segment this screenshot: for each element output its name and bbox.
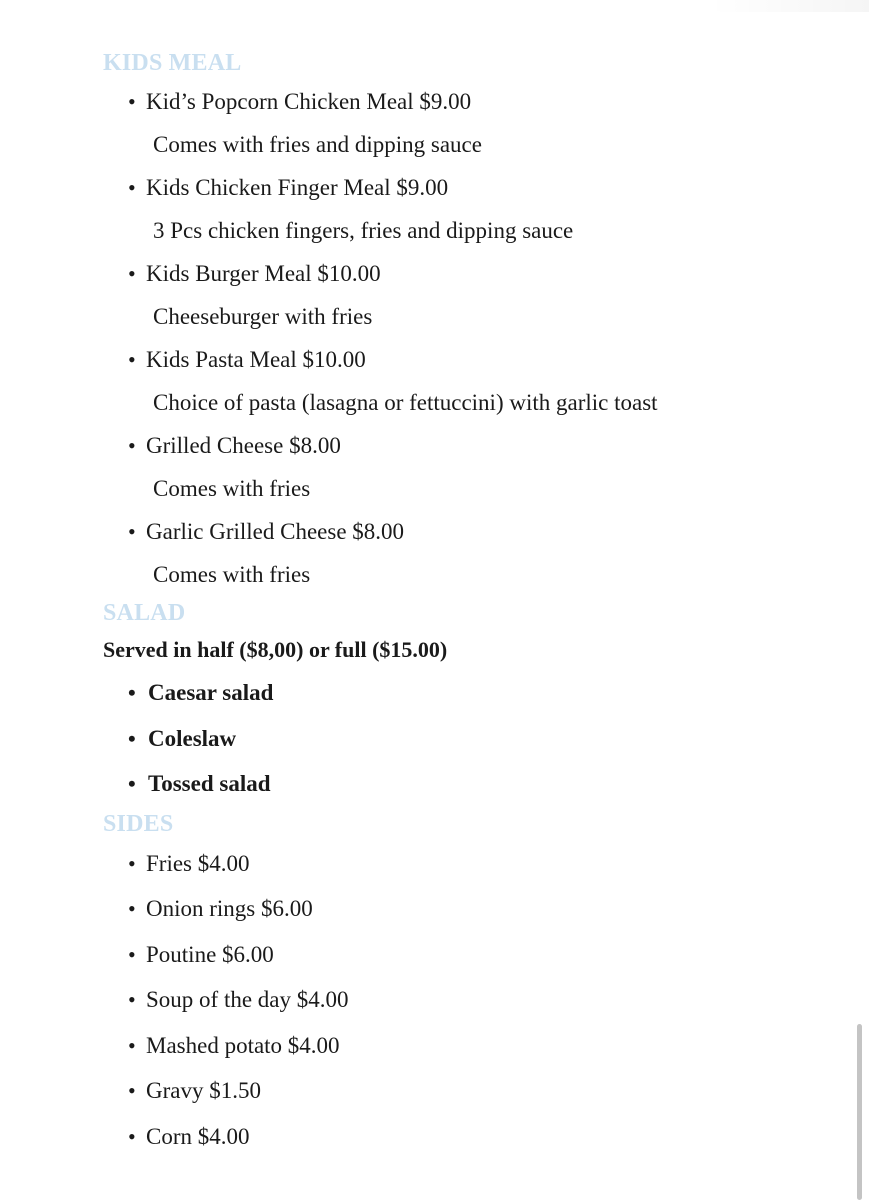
list-item — [103, 338, 843, 424]
bullet-icon: • — [128, 771, 136, 796]
item-description: Choice of pasta (lasagna or fettuccini) with garlic toast — [153, 390, 658, 415]
bullet-icon: • — [128, 680, 136, 705]
bullet-icon: • — [128, 89, 136, 114]
item-title: Coleslaw — [148, 725, 237, 751]
top-edge-shadow — [709, 0, 869, 12]
item-title: Caesar salad — [148, 680, 274, 705]
salad-heading: SALAD — [103, 600, 186, 626]
item-title: Kids Chicken Finger Meal $9.00 — [146, 175, 449, 200]
bullet-icon: • — [128, 261, 136, 286]
item-title: Mashed potato $4.00 — [146, 1032, 340, 1058]
list-item — [103, 886, 843, 932]
item-description: Comes with fries — [153, 562, 311, 587]
salad-section — [103, 596, 843, 807]
kids-meal-heading: KIDS MEAL — [103, 50, 242, 76]
bullet-icon: • — [128, 896, 136, 921]
menu-content — [103, 46, 843, 1159]
list-item — [103, 670, 843, 716]
salad-price-note: Served in half ($8,00) or full ($15.00) — [103, 637, 448, 662]
list-item — [103, 80, 843, 166]
list-item — [103, 932, 843, 978]
list-item — [103, 841, 843, 887]
bullet-icon: • — [128, 725, 136, 751]
sides-heading: SIDES — [103, 810, 174, 837]
list-item — [103, 252, 843, 338]
item-title: Poutine $6.00 — [146, 941, 274, 967]
item-description: 3 Pcs chicken fingers, fries and dipping sauce — [153, 218, 574, 243]
bullet-icon: • — [128, 1123, 136, 1149]
item-title: Garlic Grilled Cheese $8.00 — [146, 519, 405, 544]
bullet-icon: • — [128, 519, 136, 544]
salad-list — [103, 670, 843, 807]
kids-meal-section — [103, 46, 843, 596]
item-description: Comes with fries — [153, 476, 311, 501]
list-item — [103, 1068, 843, 1114]
item-description: Comes with fries and dipping sauce — [153, 132, 482, 157]
item-description: Cheeseburger with fries — [153, 304, 373, 329]
item-title: Kids Pasta Meal $10.00 — [146, 347, 366, 372]
vertical-scrollbar[interactable] — [857, 1024, 862, 1200]
sides-section — [103, 807, 843, 1160]
item-title: Corn $4.00 — [146, 1123, 250, 1149]
item-title: Kid’s Popcorn Chicken Meal $9.00 — [146, 89, 472, 114]
list-item — [103, 510, 843, 596]
list-item — [103, 716, 843, 762]
sides-list — [103, 841, 843, 1160]
item-title: Fries $4.00 — [146, 850, 250, 876]
bullet-icon: • — [128, 941, 136, 967]
list-item — [103, 1114, 843, 1160]
bullet-icon: • — [128, 1078, 136, 1103]
item-title: Tossed salad — [148, 771, 271, 796]
item-title: Onion rings $6.00 — [146, 896, 313, 921]
bullet-icon: • — [128, 850, 136, 876]
list-item — [103, 424, 843, 510]
item-title: Soup of the day $4.00 — [146, 987, 349, 1012]
bullet-icon: • — [128, 175, 136, 200]
bullet-icon: • — [128, 1032, 136, 1058]
bullet-icon: • — [128, 347, 136, 372]
bullet-icon: • — [128, 433, 136, 458]
list-item — [103, 977, 843, 1023]
item-title: Grilled Cheese $8.00 — [146, 433, 341, 458]
list-item — [103, 166, 843, 252]
bullet-icon: • — [128, 987, 136, 1012]
item-title: Gravy $1.50 — [146, 1078, 261, 1103]
item-title: Kids Burger Meal $10.00 — [146, 261, 381, 286]
kids-meal-list — [103, 80, 843, 596]
list-item — [103, 761, 843, 807]
list-item — [103, 1023, 843, 1069]
